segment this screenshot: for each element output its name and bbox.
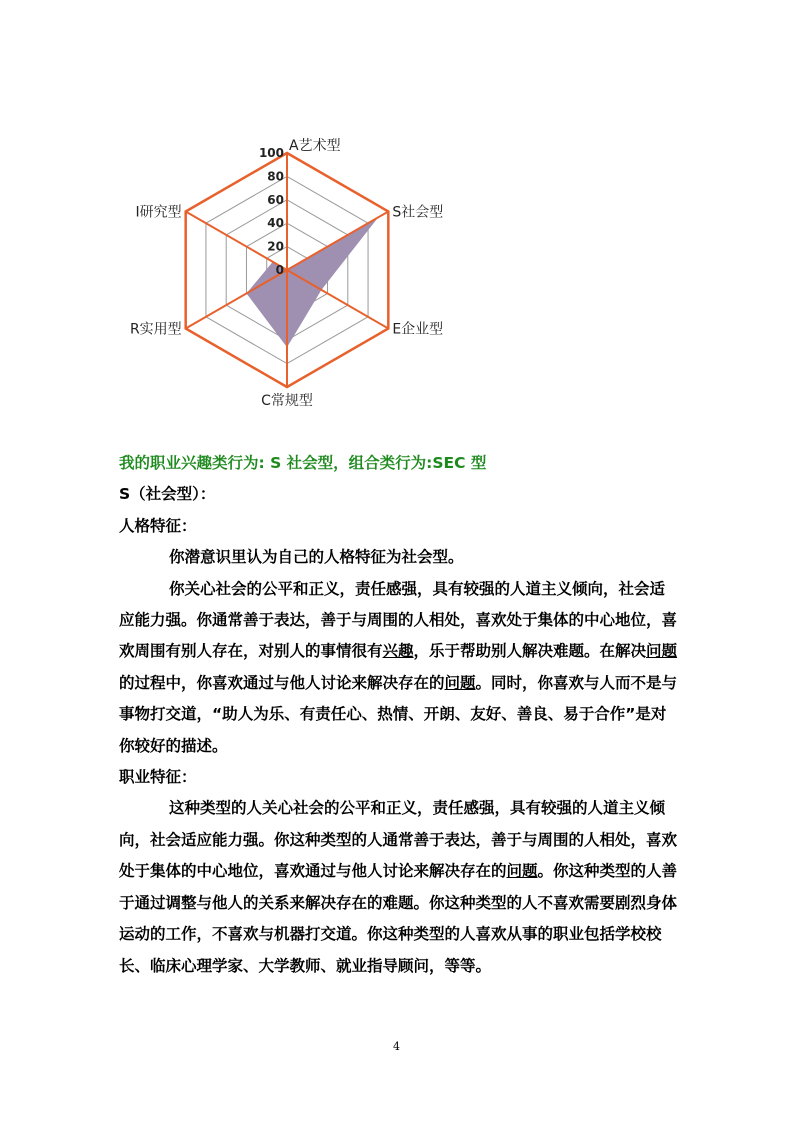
career-heading: 职业特征：: [119, 768, 197, 787]
personality-paragraph: [119, 574, 679, 762]
page-number: 4: [393, 1040, 400, 1053]
tick-label: 60: [267, 192, 284, 207]
tick-label: 0: [275, 263, 284, 277]
underlined-term: 问题: [646, 642, 678, 661]
personality-heading: 人格特征：: [119, 516, 197, 535]
text-run: 的过程中，你喜欢通过与他人讨论来解决存在的: [119, 673, 445, 692]
axis-label: A艺术型: [289, 138, 341, 154]
personality-intro: 你潜意识里认为自己的人格特征为社会型。: [169, 548, 464, 567]
tick-label: 40: [267, 216, 284, 231]
underlined-term: 问题: [444, 673, 476, 692]
tick-label: 20: [267, 239, 284, 254]
tick-label: 100: [258, 146, 284, 160]
axis-label: I研究型: [135, 204, 182, 221]
axis-label: R实用型: [129, 321, 182, 338]
text-run: 。你这种类型的人善于通过调整与他人的关系来解决存在的难题。你这种类型的人不喜欢需要剧烈身体运动的工作，不喜欢与机器打交道。你这种类型的人喜欢从事的职业包括学校校长、临床心理学家、大学教师、就业指导顾问，等等。: [119, 862, 678, 975]
underlined-term: 问题: [506, 862, 538, 881]
text-run: ，乐于帮助别人解决难题。在解决: [413, 642, 647, 661]
career-paragraph: [119, 793, 679, 981]
axis-label: S社会型: [392, 204, 444, 221]
axis-label: E企业型: [392, 321, 444, 338]
text-run: 你关心社会的公平和正义，责任感强，具有较强的人道主义倾向，社会适应能力强。你通常善于表达，善于与周围的人相处，喜欢处于集体的中心地位，喜欢周围有别人存在，对别人的事情很有: [119, 579, 678, 661]
text-run: 这种类型的人关心社会的公平和正义，责任感强，具有较强的人道主义倾向，社会适应能力强。你这种类型的人通常善于表达，善于与周围的人相处，喜欢处于集体的中心地位，喜欢通过与他人讨论来解决存在的: [119, 799, 678, 881]
document-body: [119, 448, 679, 982]
type-heading: S（社会型）：: [119, 485, 216, 504]
result-line: 我的职业兴趣类行为: S 社会型，组合类行为:SEC 型: [119, 454, 487, 472]
underlined-term: 兴趣: [382, 642, 414, 661]
tick-label: 80: [267, 169, 284, 184]
radar-chart: [0, 0, 793, 440]
text-run: 。同时，你喜欢与人而不是与事物打交道，“助人为乐、有责任心、热情、开朗、友好、善良、易于合作”是对你较好的描述。: [119, 673, 678, 755]
axis-label: C常规型: [261, 393, 313, 409]
